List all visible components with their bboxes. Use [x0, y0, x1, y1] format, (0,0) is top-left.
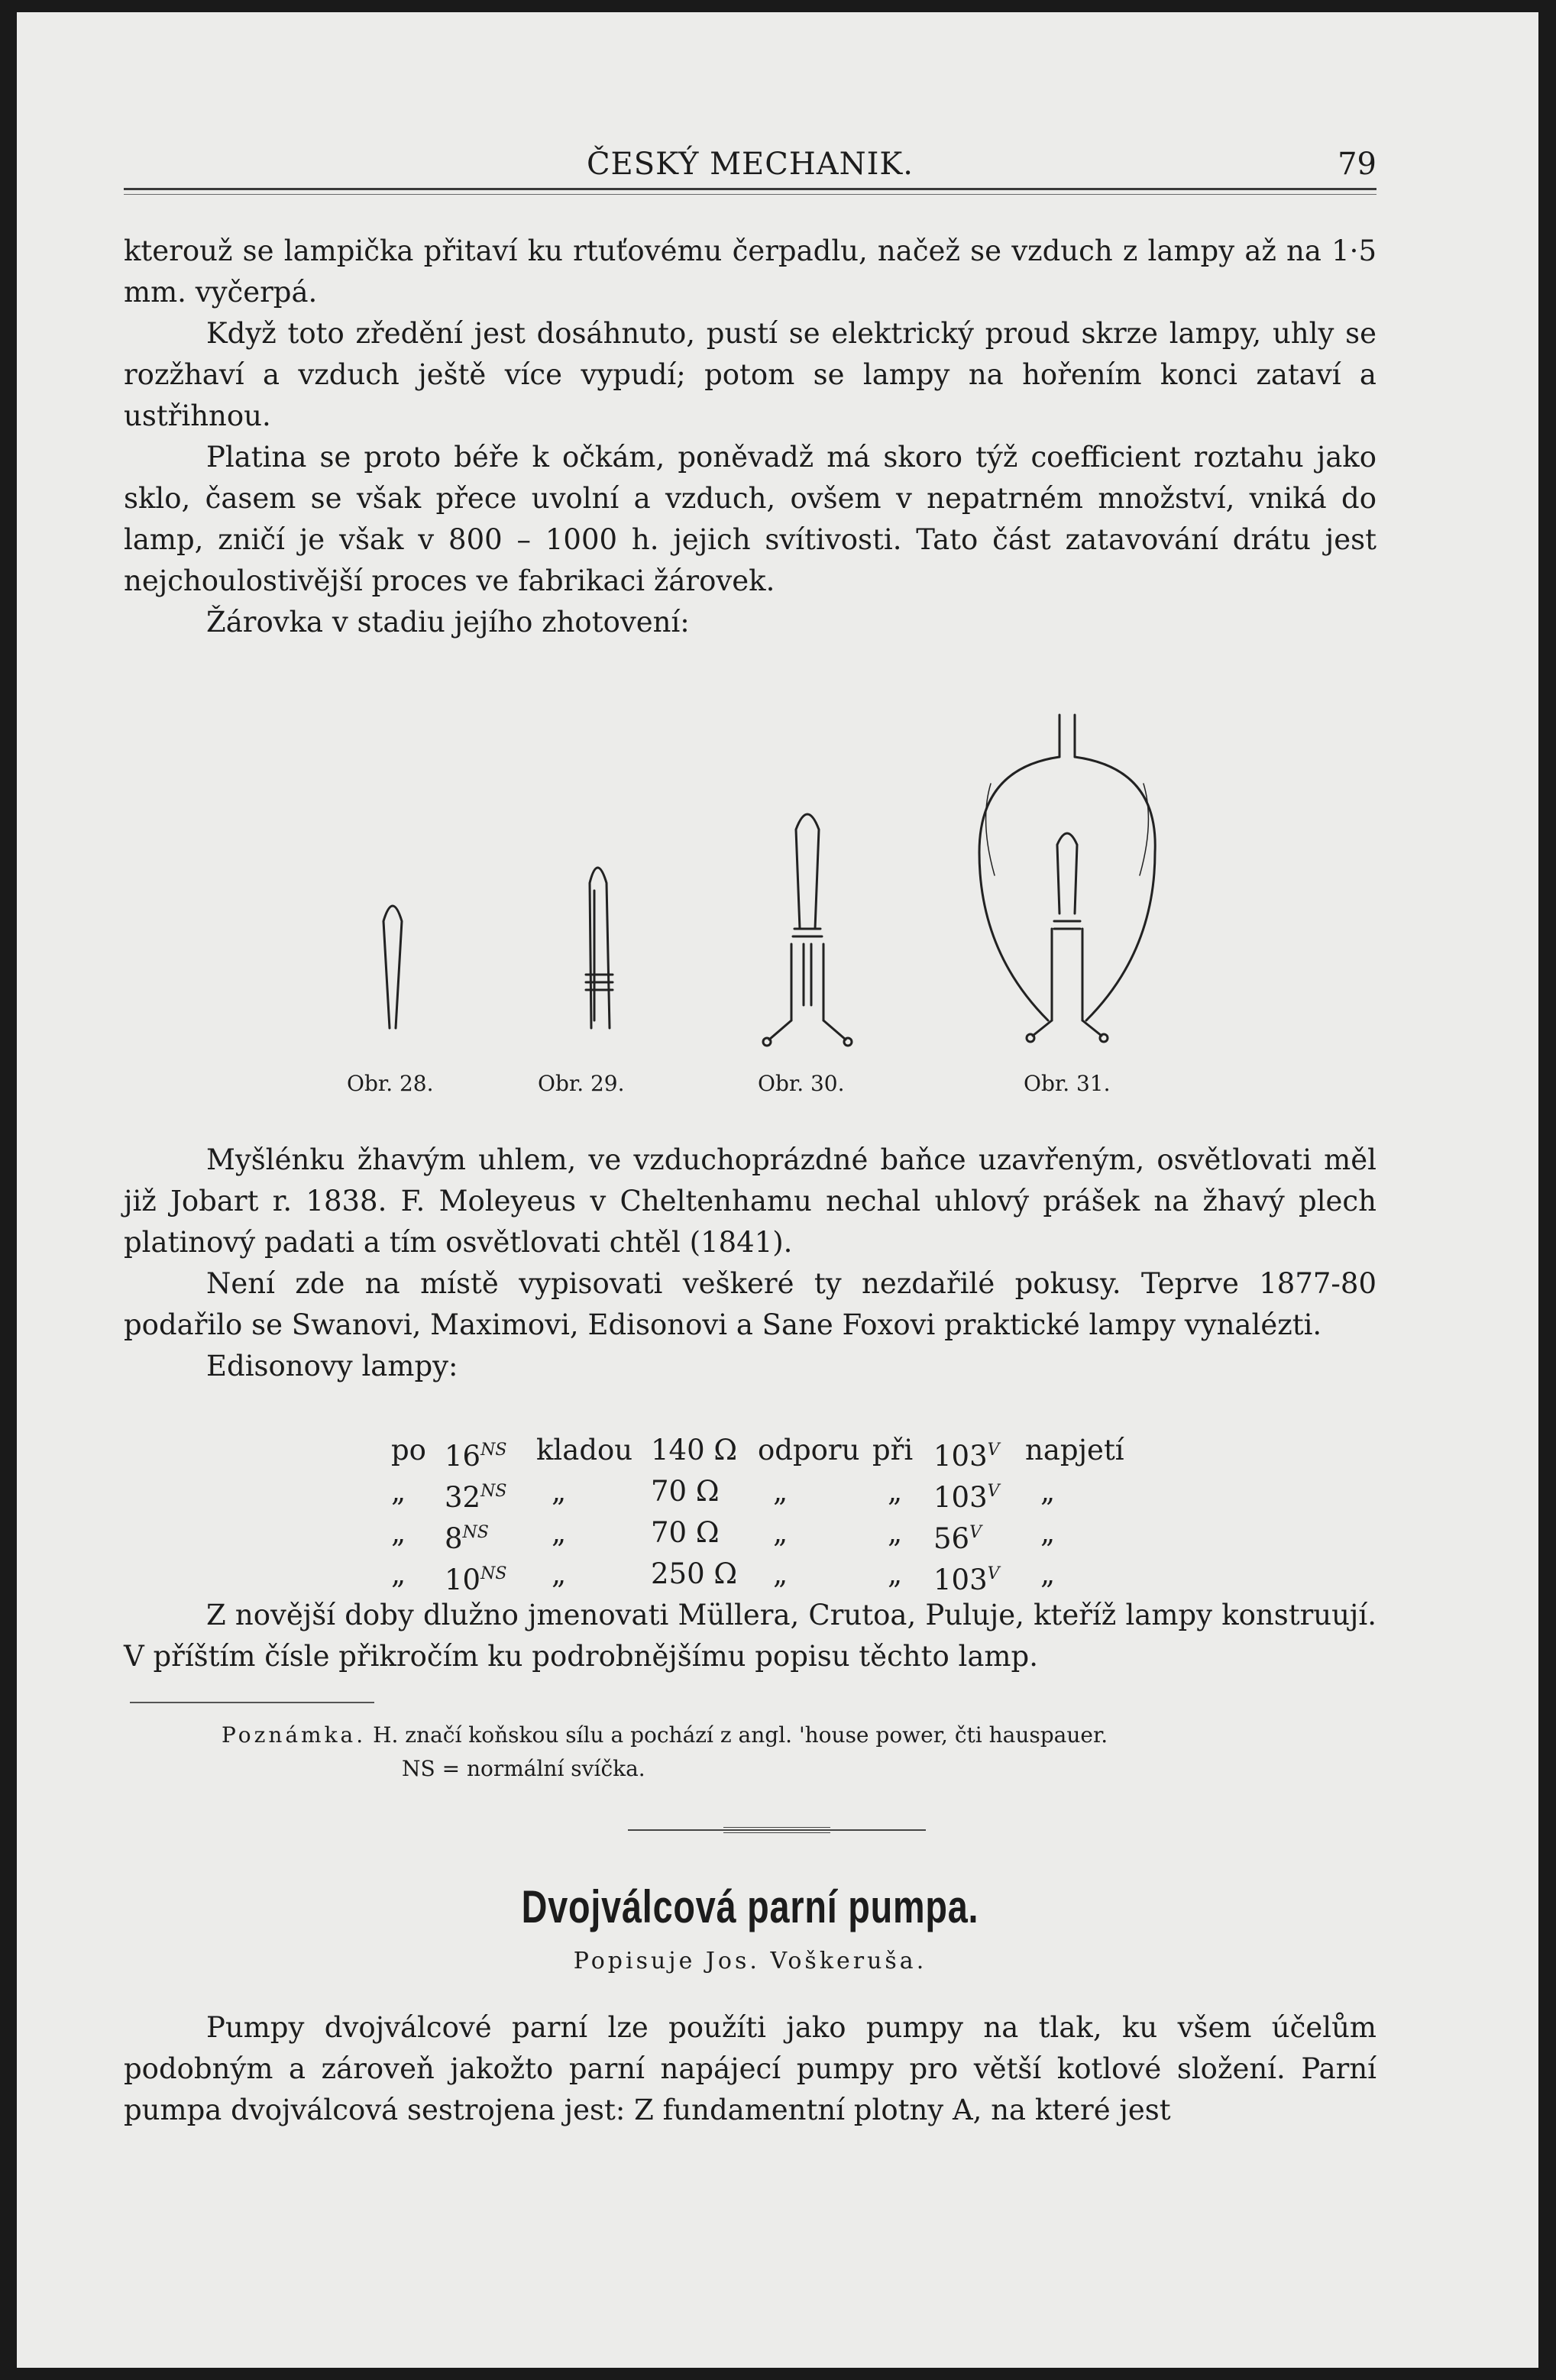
table-cell: 70 Ω — [651, 1475, 720, 1508]
table-cell: „ — [888, 1557, 903, 1590]
header-rule — [124, 188, 1376, 190]
footnote-rule — [130, 1702, 374, 1703]
body-text-middle — [124, 1140, 1376, 1387]
body-text-after-table — [124, 1595, 1376, 1677]
table-cell: „ — [888, 1516, 903, 1549]
footnote-line-2: NS = normální svíčka. — [402, 1756, 645, 1781]
section-byline: Popisuje Jos. Voškeruša. — [573, 1948, 927, 1974]
table-cell: „ — [552, 1516, 567, 1549]
footnote-line-1: H. značí koňskou sílu a pochází z angl. 'house power, čti hauspauer. — [373, 1722, 1108, 1748]
page-number: 79 — [1338, 147, 1376, 182]
table-cell: „ — [552, 1557, 567, 1590]
paragraph: Pumpy dvojválcové parní lze použíti jako pumpy na tlak, ku všem účelům podobným a zároveň jakožto parní napájecí pumpy pro větší kotlové složení. Parní pumpa dvojválcová sestrojena jest: Z fundamentní plotny A, na které jest — [124, 2011, 1376, 2126]
table-cell: $32^{NS}$ — [445, 1481, 507, 1514]
paragraph: Edisonovy lampy: — [206, 1350, 458, 1382]
table-cell: „ — [391, 1475, 406, 1508]
paragraph: Žárovka v stadiu jejího zhotovení: — [206, 606, 690, 639]
table-row — [391, 1471, 1155, 1512]
paragraph: Myšlénku žhavým uhlem, ve vzduchoprázdné baňce uzavřeným, osvětlovati měl již Jobart r. 1838. F. Moleyeus v Cheltenhamu nechal uhlový prášek na žhavý plech platinový padati a tím osvětlovati chtěl (1841). — [124, 1143, 1376, 1259]
paragraph: Z novější doby dlužno jmenovati Müllera, Crutoa, Puluje, kteříž lampy konstruují. V příštím čísle přikročím ku podrobnějšímu popisu těchto lamp. — [124, 1599, 1376, 1673]
figure-30-filament-drawing — [763, 814, 852, 1046]
table-cell: 70 Ω — [651, 1516, 720, 1549]
table-cell: „ — [773, 1557, 788, 1590]
figures-row — [307, 700, 1193, 1112]
figure-29-filament-drawing — [586, 868, 613, 1028]
table-cell: po — [391, 1434, 426, 1466]
table-cell: 140 Ω — [651, 1434, 738, 1466]
table-cell: odporu — [758, 1434, 860, 1466]
body-text-section — [124, 2007, 1376, 2131]
figure-30-caption: Obr. 30. — [758, 1071, 845, 1096]
paragraph: Když toto zředění jest dosáhnuto, pustí se elektrický proud skrze lampy, uhly se rozžhaví a vzduch ještě více vypudí; potom se lampy na hořením konci zataví a ustřihnou. — [124, 317, 1376, 432]
table-cell: 250 Ω — [651, 1557, 738, 1590]
running-header — [124, 141, 1376, 186]
footnote — [222, 1719, 1108, 1786]
table-cell: $8^{NS}$ — [445, 1522, 489, 1555]
body-text-top — [124, 231, 1376, 643]
table-cell: „ — [1040, 1475, 1056, 1508]
table-cell: $56^V$ — [933, 1522, 982, 1555]
header-rule-thin — [124, 194, 1376, 195]
table-cell: napjetí — [1025, 1434, 1124, 1466]
figure-31-caption: Obr. 31. — [1024, 1071, 1111, 1096]
table-cell: „ — [552, 1475, 567, 1508]
paragraph: Není zde na místě vypisovati veškeré ty nezdařilé pokusy. Teprve 1877-80 podařilo se Swanovi, Maximovi, Edisonovi a Sane Foxovi praktické lampy vynalézti. — [124, 1267, 1376, 1341]
table-cell: $103^V$ — [933, 1440, 1000, 1473]
table-cell: „ — [391, 1516, 406, 1549]
table-cell: $16^{NS}$ — [445, 1440, 507, 1473]
book-page — [17, 12, 1538, 2368]
table-row — [391, 1512, 1155, 1554]
table-cell: kladou — [536, 1434, 633, 1466]
table-cell: „ — [1040, 1516, 1056, 1549]
table-cell: „ — [773, 1516, 788, 1549]
footnote-label: Poznámka. — [222, 1722, 367, 1748]
table-row — [391, 1430, 1155, 1471]
section-title: Dvojválcová parní pumpa. — [521, 1881, 979, 1932]
table-cell: „ — [773, 1475, 788, 1508]
figure-28-caption: Obr. 28. — [347, 1071, 434, 1096]
table-cell: $103^V$ — [933, 1563, 1000, 1596]
table-cell: $10^{NS}$ — [445, 1563, 507, 1596]
paragraph: kterouž se lampička přitaví ku rtuťovému čerpadlu, načež se vzduch z lampy až na 1·5 mm. vyčerpá. — [124, 234, 1376, 309]
journal-title: ČESKÝ MECHANIK. — [586, 147, 914, 182]
table-row — [391, 1554, 1155, 1595]
section-separator — [628, 1827, 926, 1835]
table-cell: $103^V$ — [933, 1481, 1000, 1514]
paragraph: Platina se proto béře k očkám, poněvadž má skoro týž coefficient roztahu jako sklo, časem se však přece uvolní a vzduch, ovšem v nepatrném množství, vniká do lamp, zničí je však v 800 – 1000 h. jejich svítivosti. Tato část zatavování drátu jest nejchoulostivější proces ve fabrikaci žárovek. — [124, 441, 1376, 597]
figure-28-filament-drawing — [383, 906, 402, 1028]
edison-lamps-table — [391, 1430, 1155, 1595]
figure-31-bulb-drawing — [979, 715, 1155, 1042]
table-cell: „ — [391, 1557, 406, 1590]
figure-29-caption: Obr. 29. — [538, 1071, 625, 1096]
table-cell: při — [872, 1434, 914, 1466]
table-cell: „ — [888, 1475, 903, 1508]
table-cell: „ — [1040, 1557, 1056, 1590]
figures-drawing — [307, 700, 1193, 1066]
